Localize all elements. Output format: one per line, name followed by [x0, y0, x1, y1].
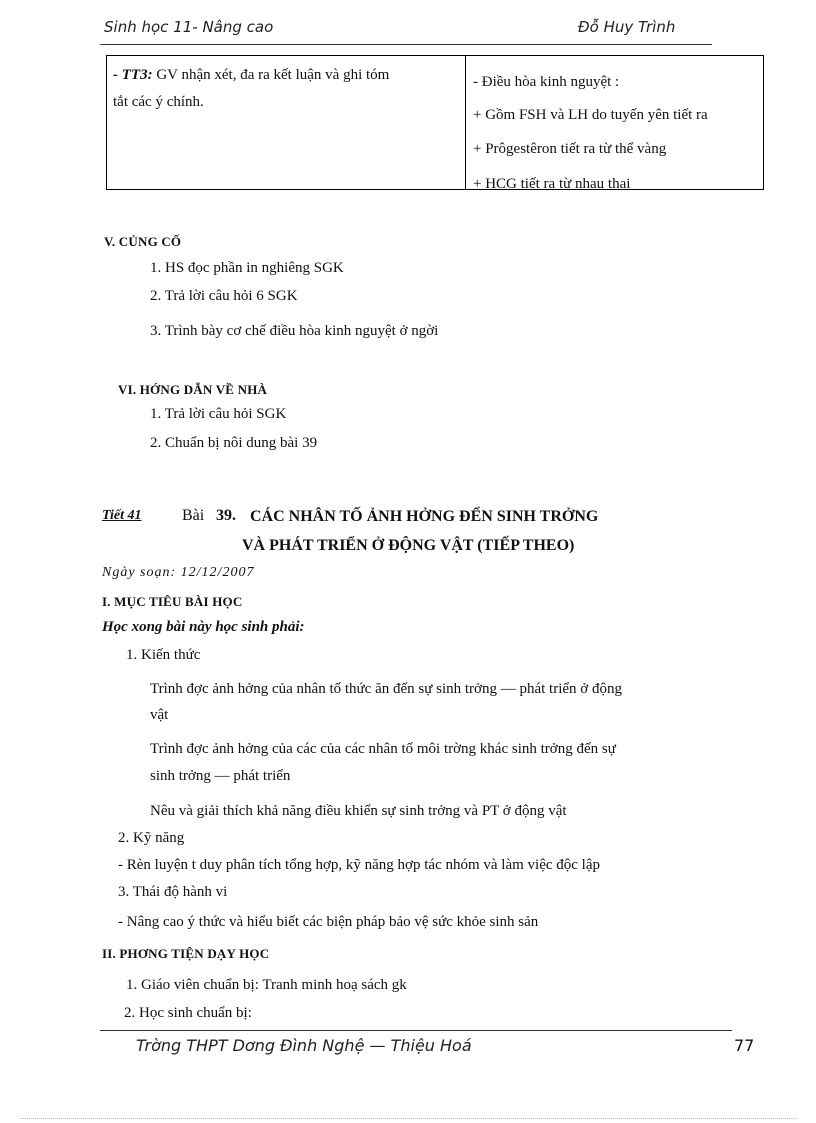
attitude-heading: 3. Thái độ hành vi — [118, 884, 228, 900]
lesson-title-line1: CÁC NHÂN TỐ ẢNH HỞNG ĐẾN SINH TRỞNG — [250, 508, 599, 525]
knowledge-point: Nêu và giải thích khả năng điều khiển sự sinh trởng và PT ở động vật — [150, 803, 567, 819]
section-vi-title: VI. HỚNG DẪN VỀ NHÀ — [118, 382, 268, 397]
list-item: 1. Trả lời câu hỏi SGK — [150, 406, 287, 422]
section-i-title: I. MỤC TIÊU BÀI HỌC — [102, 594, 243, 609]
attitude-text: - Nâng cao ý thức và hiểu biết các biện pháp bảo vệ sức khỏe sinh sản — [118, 914, 539, 930]
lesson-title-line2: VÀ PHÁT TRIỂN Ở ĐỘNG VẬT (TIẾP THEO) — [242, 537, 575, 554]
table-left-line2: tắt các ý chính. — [113, 94, 204, 110]
table-right-line: + Gồm FSH và LH do tuyến yên tiết ra — [473, 107, 708, 123]
knowledge-point: Trình đợc ảnh hởng của các của các nhân tố môi trờng khác sinh trởng đến sự — [150, 741, 616, 757]
header-left: Sinh học 11- Nâng cao — [104, 18, 274, 36]
knowledge-point-cont: vật — [150, 707, 169, 723]
table-divider — [465, 56, 466, 189]
activity-table — [106, 55, 764, 190]
section-ii-title: II. PHƠNG TIỆN DẠY HỌC — [102, 946, 270, 961]
section-i-subtitle: Học xong bài này học sinh phải: — [102, 619, 305, 635]
section-v-title: V. CỦNG CỐ — [104, 234, 182, 249]
footer-rule — [100, 1030, 732, 1031]
knowledge-point-cont: sinh trởng — phát triển — [150, 768, 291, 784]
list-item: 3. Trình bày cơ chế điều hòa kinh nguyệt ở ngời — [150, 323, 439, 339]
footer-school: Trờng THPT Dơng Đình Nghệ — Thiệu Hoá — [136, 1036, 472, 1055]
prep-date: Ngày soạn: 12/12/2007 — [102, 565, 255, 580]
list-item: 2. Trả lời câu hỏi 6 SGK — [150, 288, 298, 304]
table-left-line1 — [113, 65, 389, 85]
knowledge-point: Trình đợc ảnh hởng của nhân tố thức ăn đến sự sinh trởng — phát triển ở động — [150, 681, 622, 697]
list-item: 2. Chuẩn bị nôi dung bài 39 — [150, 435, 318, 451]
tt3-label: - TT3: — [113, 67, 153, 83]
bai-number: 39. — [216, 507, 236, 524]
skills-text: - Rèn luyện t duy phân tích tổng hợp, kỹ năng hợp tác nhóm và làm việc độc lập — [118, 857, 601, 873]
knowledge-heading: 1. Kiến thức — [126, 647, 201, 663]
header-rule — [100, 44, 712, 45]
table-right-line: + Prôgestêron tiết ra từ thể vàng — [473, 141, 667, 157]
header-right: Đỗ Huy Trình — [578, 18, 676, 36]
bottom-dotted-border — [20, 1118, 796, 1119]
tiet-label: Tiết 41 — [102, 508, 142, 523]
table-right-line: + HCG tiết ra từ nhau thai — [473, 176, 631, 192]
tt3-text: GV nhận xét, đa ra kết luận và ghi tóm — [152, 67, 390, 83]
skills-heading: 2. Kỹ năng — [118, 830, 185, 846]
bai-label: Bài — [182, 507, 205, 524]
list-item: 2. Học sinh chuẩn bị: — [124, 1005, 252, 1021]
page-number: 77 — [734, 1036, 755, 1055]
list-item: 1. HS đọc phần in nghiêng SGK — [150, 260, 344, 276]
table-right-line: - Điều hòa kinh nguyệt : — [473, 74, 620, 90]
list-item: 1. Giáo viên chuẩn bị: Tranh minh hoạ sách gk — [126, 977, 407, 993]
